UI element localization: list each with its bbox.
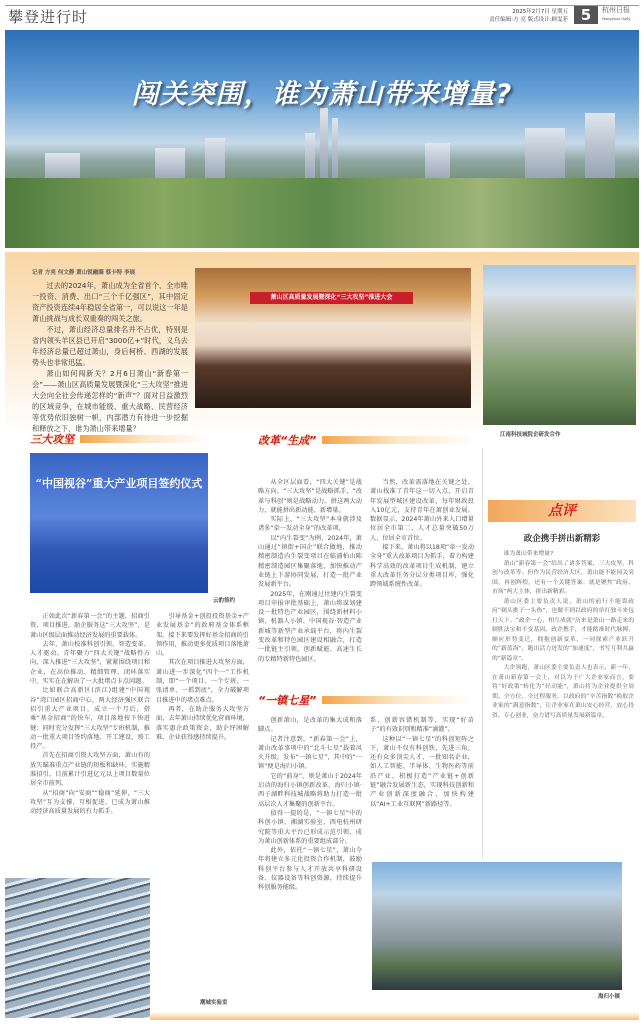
paragraph: 它的“前身”，则是萧山于2024年启动的海归小镇创新改革，海归小镇·西子湖畔科技城战略将助力打造一批高层次人才集聚的创新平台。: [258, 772, 362, 808]
byline: 记者 方亮 何文静 萧山锐融圈 蔡卡特 李展: [32, 270, 136, 276]
masthead-logo: [602, 6, 630, 24]
paragraph: 正如此次“新春第一会”的主题，招商引资、项目推进、助企服务这“三大攻坚”，是萧山区级层面推动经济发展的重要载体。: [30, 613, 150, 639]
signing-photo: [30, 453, 208, 593]
masthead-name: 杭州日报: [602, 6, 630, 14]
section2-col1: [258, 478, 362, 678]
header-rule: [5, 5, 639, 6]
column-divider: [482, 448, 483, 858]
masthead-en: Hangzhou Daily: [602, 17, 631, 21]
bottom-band: [150, 1012, 639, 1020]
issue-date: 2025年2月7日 星期五: [512, 9, 568, 15]
commentary-label: [488, 500, 636, 522]
hero-city-photo: [5, 30, 639, 248]
section-header-reform: [258, 434, 473, 446]
returnee-town-caption: 海归小镇: [598, 994, 621, 1000]
section-title: “一镇七星”: [258, 694, 317, 707]
intro-paragraph: 不过，萧山经济总量排名并不占优，特别是省内领头羊区县已开启“3000亿+”时代，义乌去年经济总量已超过萧山，身后柯桥、西湖的发展势头也非常迅猛。: [32, 325, 188, 367]
section-header-sanda: [30, 433, 208, 445]
section-name: 攀登进行时: [8, 8, 89, 26]
page-number: 5: [574, 6, 598, 24]
section2-col2: [370, 478, 474, 678]
section-title: 改革“生成”: [258, 434, 317, 447]
paragraph: 以“内生裂变”为例，2024年，萧山通过“镇街+国企”联合做地，推动精密制造内生裂变项目在临浦柏山陈精密制造园区集聚落地，加快推动产业链上下游协同发展，打造一批产业发展新平台。: [258, 534, 362, 589]
paragraph: 接下来，萧山将以18项“牵一发动全身”重大改革项目为抓手，着力构建科学高效的改革项目生成机制，建立重大改革任务分层分类项目库，强化跨领域系统性改革。: [370, 544, 474, 589]
intro-text: [32, 280, 188, 434]
paragraph: 再者，在助企服务大攻坚方面，去年萧山持续优化营商环境，落实惠企政策资金，助企纾困解难，企业获得感持续提升。: [156, 705, 249, 741]
science-city-caption: 江南科技城院企研发合作: [500, 432, 561, 438]
paragraph: 这种以“一镇七星”的科创矩阵之下，萧山不仅有科创铁，先进三角，还有众多顶尖人才，一批知名企业，如人工智能、半导体、生物医药等前沿产业，积极打造“产业链+创新链”融合发展新生态，实现科技创新和产业创新深度融合，加快构建以“AI+工业互联网”新路径等。: [370, 735, 474, 808]
science-city-photo: [483, 265, 636, 425]
paragraph: 当然，改革需落地在关键之处。萧山找准了青年这一切入点，开启青年发展型城区建设改革，每年财政投入10亿元，支持青年在萧创业发展。数据显示，2024年萧山外来人口增量位居全市第二，人才总量突破50万人，位居全市首位。: [370, 479, 474, 542]
paragraph: 2025年，在刚通过住建内生裂变项目申报审批基础上，萧山将谋划建设一批特色产业园区，围绕新材料小镇、机器人小镇、中国视谷·智造产业新城等新型产业承载平台，将内生裂变改革和特色园区建设相融合，打造一批链主引领、创新赋能、高速生长的专精特新特色园区。: [258, 590, 362, 663]
section-title: 三大攻坚: [30, 433, 74, 446]
paragraph: 记者注意到，“新春第一会”上，萧山改革事项中的“北斗七星”载着风火升级，发布“一镇七星”，其中的“一镇”便是海归小镇。: [258, 735, 362, 771]
returnee-town-photo: [372, 862, 622, 990]
section-header-town: [258, 694, 473, 706]
paragraph: 比如联合高新区(滨江)组建“中国视谷”湾口园区招商中心，两大经济强区联合招引重大产业项目。成立一个月后，搭乘“基金招商”的快车，项目落地按下快进键；同时充分发挥“三大攻坚”专班机制，推动一批重大项目签约落地、开工建设、竣工投产。: [30, 687, 150, 751]
signing-caption: 云豹签约: [213, 598, 236, 604]
paragraph: 创新萧山，是改革的集大成和落脚点。: [258, 717, 362, 734]
section3-col1: [258, 716, 362, 996]
paragraph: 值得一提的是，“一镇七星”中的科创小镇、湘湖实验室、西电杭州研究院等重大平台已形成示范引领，成为萧山创新体系的重要组成部分。: [258, 809, 362, 845]
paragraph: 大企领跑，萧山区委主要负责人也表示，新一年，在萧山新春第一会上，对以为于广大企业家而言，要将“好政策”转化为“好动能”，萧山将为企业提供全周期、全方位、全过程服务，以政府的“辛苦指数”换取企业家的“满意指数”，让企业家在萧山安心经营、放心投资、专心创业，奋力谱写高质量发展新篇章。: [492, 665, 634, 719]
paragraph: 首先在招商引资大攻坚方面，萧山有的放矢瞄准重点产业链的短板和缺环，实施精准招引，目前累计引进亿元以上项目数量位居全市前列。: [30, 752, 150, 788]
meeting-banner: 萧山区高质量发展暨深化“三大攻坚”推进大会: [250, 292, 413, 304]
commentary-text: [492, 550, 634, 860]
paragraph: 系，创新容错机制等，实现“好苗子”的有效识别和精准“滴灌”。: [370, 717, 474, 734]
paragraph: 从“招商”向“安商”“稳商”延伸，“三大攻坚”互为支撑、互相促进，已成为萧山推动经济高质量发展的有力抓手。: [30, 789, 150, 816]
headline: 闯关突围，谁为萧山带来增量?: [131, 79, 513, 110]
paragraph: 引导基金+创投投资基金+产业发展基金”的政府基金体系框架。接下来要发挥好基金招商的引领作用，推动更多优质项目落地萧山。: [156, 613, 249, 658]
intro-paragraph: 萧山如何闯新关？2月6日萧山“新春第一会”——萧山区高质量发展暨深化“三大攻坚”推进大会向全社会传递怎样的“新声”？面对日益激烈的区域竞争，在城市能级、重大战略、民营经济等优势依旧独树一帜，内部潜力有待进一步挖掘和释放之下，谁为萧山带来增量？: [32, 369, 188, 433]
paragraph: 萧山区委主要负责人说，萧山的前行不能靠政府“剃头挑子一头热”，也做不到以政府的单打独斗来包打天下。“政企一心、相互成就”历来是萧山一路走来的制胜法宝和不变基因。政企携手，才能踏准时代脉搏，顺应形势变迁，拥抱创新变革，一同探索产业跃升的“新蓝海”，跑出活力迸发的“加速度”，书写互利共赢的“新篇章”。: [492, 598, 634, 662]
paragraph: 去年，萧山校准科创引领、智造变革、人才驱动、青年聚力“四大关键”战略性方向，深入推进“三大攻坚”，紧紧围绕项目和企业，在高位推动、精细管理、闭环落实中，实实在在解决了一大批堵点卡点问题。: [30, 640, 150, 686]
paragraph: 此外，依托“一镇七星”，萧山今年将建立多元化投资合作机制，鼓励科创平台参与人才开放共享科研设备、仪器设备等科创资源，持续提升科创服务能级。: [258, 847, 362, 892]
meeting-photo: [195, 268, 471, 408]
intro-paragraph: 过去的2024年，萧山成为全省首个、全市唯一投资、消费、出口“三个千亿强区”，其中固定资产投资连续4年稳居全省第一，可以说这一年是萧山挑战与成长双重奏的闯关之旅。: [32, 281, 188, 323]
editors: 责任编辑:方 亮 版式设计:顾雯菲: [489, 17, 568, 23]
section3-col2: [370, 716, 474, 856]
signing-banner: “中国视谷”重大产业项目签约仪式: [35, 477, 203, 490]
paragraph: 实际上，“三大攻坚”本身就涉及诸多“牵一发动全身”的改革项。: [258, 516, 362, 533]
paragraph: 萧山“新春第一会”给出了诸多答案，三大攻坚、科创与改革等。但作为民营经济大区，萧山能不能闯关突围，再创辉煌，还有一个关键答案：就是聚焦“政府、市场”两大主体，拼出新精彩。: [492, 560, 634, 595]
paragraph: 其次在项目推进大攻坚方面，萧山进一步深化“四个一”工作机制，即“一个项目、一个专班、一张清单、一抓到底”，全力破解项目推进中的堵点难点。: [156, 659, 249, 704]
commentary-title: 政企携手拼出新精彩: [523, 534, 601, 544]
lab-photo: [5, 878, 150, 1018]
paragraph: 从全区层面看，“四大关键”是战略方向，“三大攻坚”是战略抓手，“改革与科创”则是战略动力。拼这两大动力，就能拼出新动能、新增量。: [258, 479, 362, 514]
section1-col2: [156, 612, 249, 992]
issue-info: [440, 8, 568, 24]
commentary-label-text: 点评: [548, 503, 576, 519]
paragraph: 谁为萧山带来增量?: [503, 551, 554, 557]
lab-caption: 潮城实验室: [200, 1000, 228, 1006]
section1-col1: [30, 612, 150, 878]
